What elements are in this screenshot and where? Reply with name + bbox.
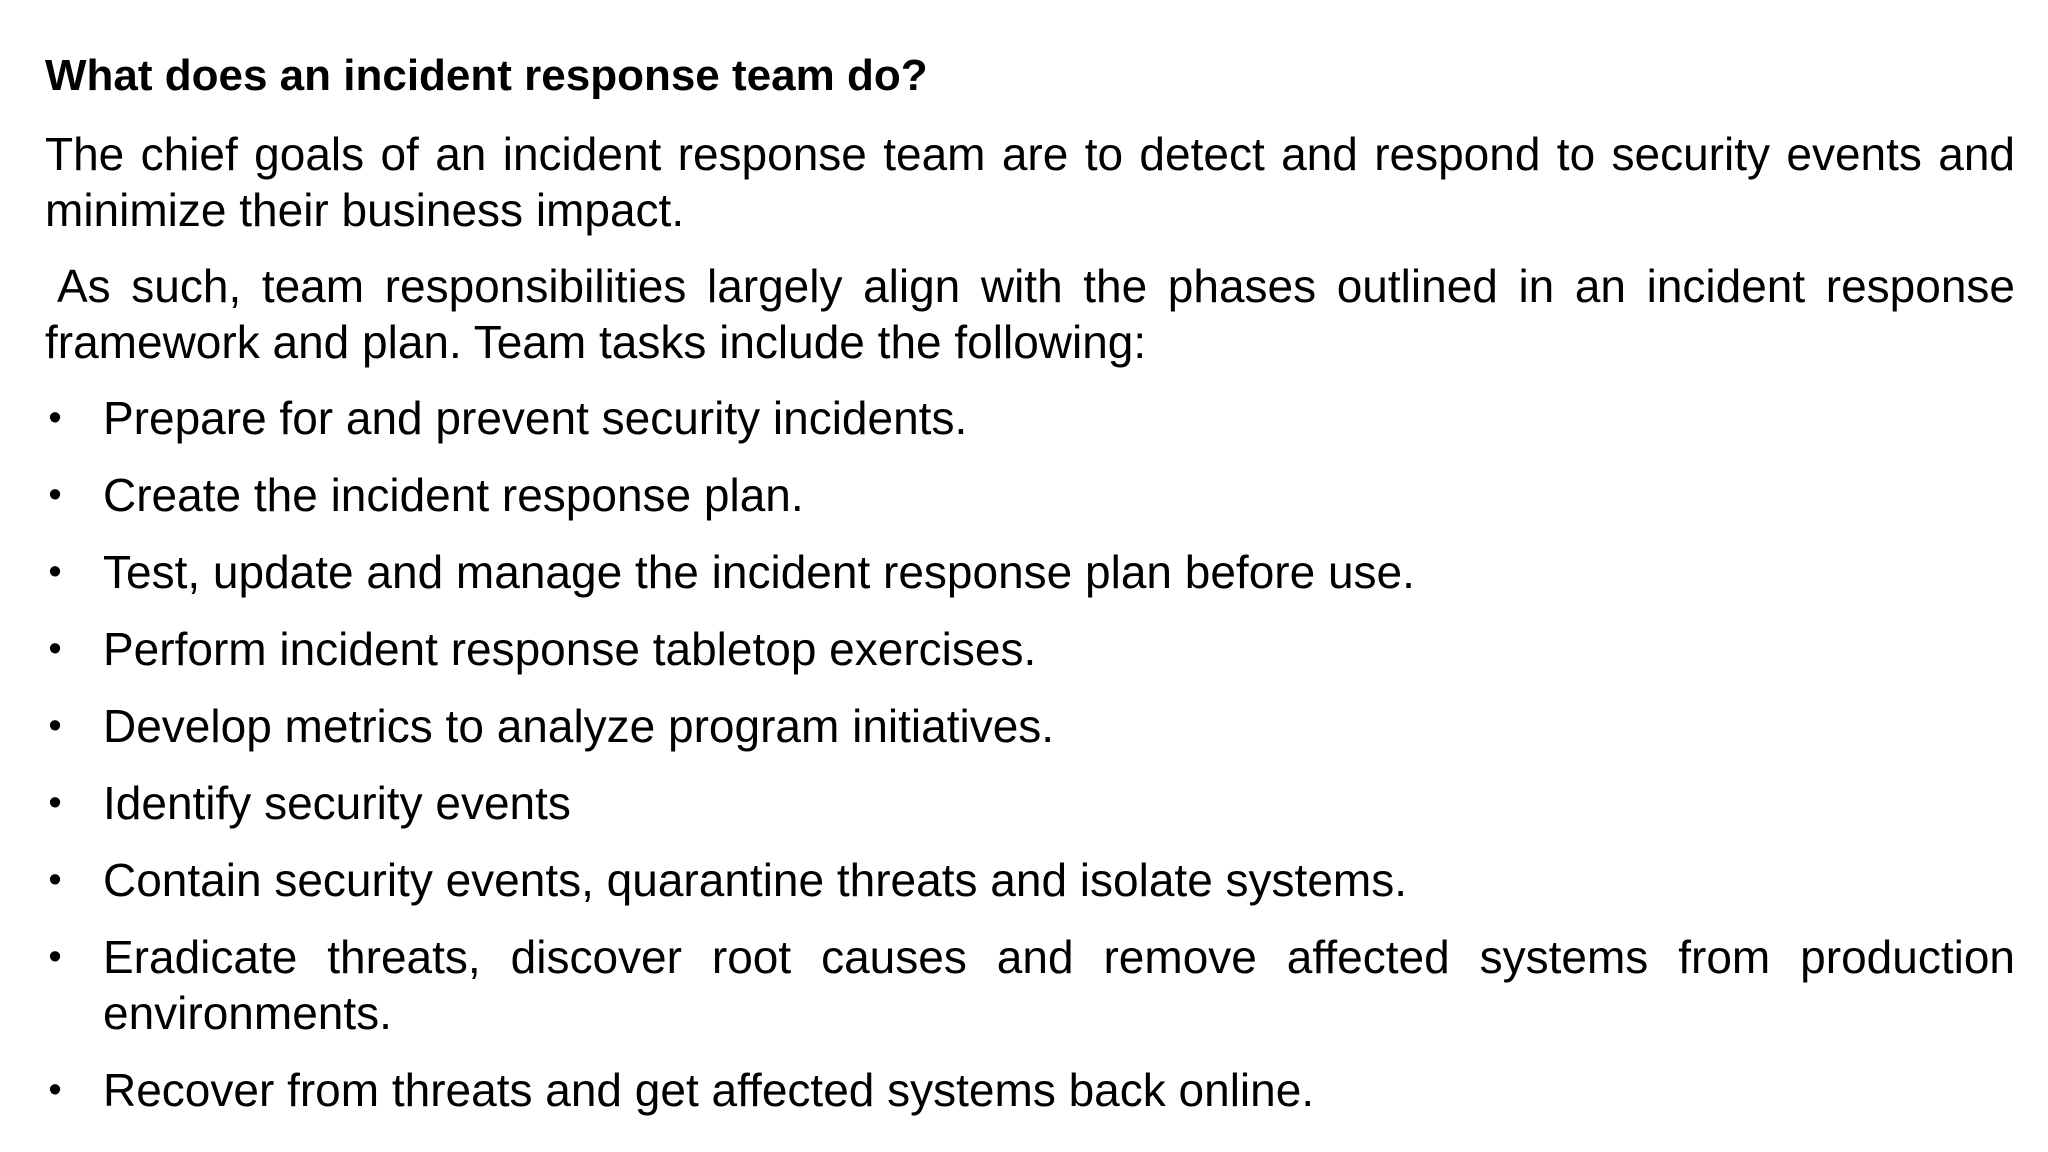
bullet-icon: • — [48, 705, 62, 747]
bullet-icon: • — [48, 936, 62, 978]
task-text: Prepare for and prevent security incidents. — [103, 392, 968, 444]
task-list-item — [45, 698, 2015, 754]
slide-heading: What does an incident response team do? — [45, 51, 928, 100]
task-text: Eradicate threats, discover root causes and remove affected systems from production environments. — [103, 931, 2015, 1039]
task-list-item — [45, 544, 2015, 600]
task-list-item — [45, 621, 2015, 677]
responsibilities-paragraph: As such, team responsibilities largely align with the phases outlined in an incident response framework and plan. Team tasks include the following: — [45, 260, 2015, 368]
task-list-item — [45, 390, 2015, 446]
task-text: Recover from threats and get affected systems back online. — [103, 1064, 1315, 1116]
bullet-icon: • — [48, 397, 62, 439]
intro-paragraph: The chief goals of an incident response team are to detect and respond to security events and minimize their business impact. — [45, 128, 2015, 236]
task-list-item — [45, 929, 2015, 1041]
task-list-item — [45, 775, 2015, 831]
task-text: Develop metrics to analyze program initiatives. — [103, 700, 1055, 752]
task-list-item — [45, 467, 2015, 523]
task-text: Identify security events — [103, 777, 571, 829]
task-list-item — [45, 852, 2015, 908]
bullet-icon: • — [48, 782, 62, 824]
task-text: Contain security events, quarantine threats and isolate systems. — [103, 854, 1408, 906]
bullet-icon: • — [48, 474, 62, 516]
bullet-icon: • — [48, 551, 62, 593]
task-list-item — [45, 1062, 2015, 1118]
bullet-icon: • — [48, 628, 62, 670]
task-text: Test, update and manage the incident response plan before use. — [103, 546, 1415, 598]
slide-content — [45, 48, 2015, 1139]
task-text: Create the incident response plan. — [103, 469, 804, 521]
task-text: Perform incident response tabletop exercises. — [103, 623, 1037, 675]
task-list — [45, 390, 2015, 1118]
bullet-icon: • — [48, 859, 62, 901]
bullet-icon: • — [48, 1069, 62, 1111]
